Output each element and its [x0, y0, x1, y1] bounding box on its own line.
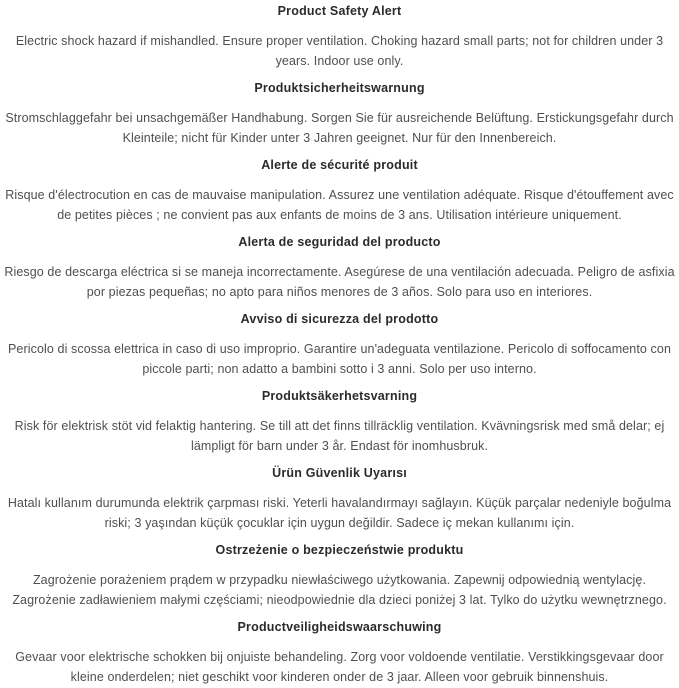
- section-body-text: Risk för elektrisk stöt vid felaktig hantering. Se till att det finns tillräcklig ventilation. Kvävningsrisk med små delar; ej lämpligt för barn under 3 år. Endast för inomhusbruk.: [14, 419, 665, 453]
- safety-section-dutch: [3, 618, 676, 687]
- safety-section-italian: [3, 310, 676, 379]
- section-body-text: Risque d'électrocution en cas de mauvaise manipulation. Assurez une ventilation adéquate. Risque d'étouffement avec de petites pièces ; ne convient pas aux enfants de moins de 3 ans. Utilisation intérieure uniquement.: [5, 188, 674, 222]
- section-heading: Productveiligheidswaarschuwing: [237, 620, 442, 634]
- section-body-text: Pericolo di scossa elettrica in caso di uso improprio. Garantire un'adeguata ventilazione. Pericolo di soffocamento con piccole parti; non adatto a bambini sotto i 3 anni. Solo per uso interno.: [7, 342, 672, 376]
- section-heading: Ostrzeżenie o bezpieczeństwie produktu: [215, 543, 464, 557]
- section-heading: Produktsicherheitswarnung: [254, 81, 425, 95]
- section-heading: Produktsäkerhetsvarning: [261, 389, 418, 403]
- safety-section-german: [3, 79, 676, 148]
- section-body-text: Zagrożenie porażeniem prądem w przypadku niewłaściwego użytkowania. Zapewnij odpowiednią wentylację. Zagrożenie zadławieniem małymi częściami; nieodpowiednie dla dzieci poniżej 3 lat. Tylko do użytku wewnętrznego.: [12, 573, 667, 607]
- safety-sections-list: [3, 2, 676, 687]
- safety-section-english: [3, 2, 676, 71]
- section-heading: Ürün Güvenlik Uyarısı: [272, 466, 407, 480]
- section-heading: Avviso di sicurezza del prodotto: [240, 312, 439, 326]
- section-heading: Alerte de sécurité produit: [261, 158, 418, 172]
- safety-section-spanish: [3, 233, 676, 302]
- section-body-text: Riesgo de descarga eléctrica si se maneja incorrectamente. Asegúrese de una ventilación adecuada. Peligro de asfixia por piezas pequeñas; no apto para niños menores de 3 años. Solo para uso en interiores.: [4, 265, 675, 299]
- safety-section-turkish: [3, 464, 676, 533]
- section-body-text: Electric shock hazard if mishandled. Ensure proper ventilation. Choking hazard small parts; not for children under 3 years. Indoor use only.: [15, 34, 664, 68]
- safety-section-swedish: [3, 387, 676, 456]
- section-body-text: Gevaar voor elektrische schokken bij onjuiste behandeling. Zorg voor voldoende ventilatie. Verstikkingsgevaar door kleine onderdelen; niet geschikt voor kinderen onder de 3 jaar. Alleen voor gebruik binnenshuis.: [15, 650, 664, 684]
- section-body-text: Stromschlaggefahr bei unsachgemäßer Handhabung. Sorgen Sie für ausreichende Belüftung. Erstickungsgefahr durch Kleinteile; nicht für Kinder unter 3 Jahren geeignet. Nur für den Innenbereich.: [5, 111, 674, 145]
- section-body-text: Hatalı kullanım durumunda elektrik çarpması riski. Yeterli havalandırmayı sağlayın. Küçük parçalar nedeniyle boğulma riski; 3 yaşından küçük çocuklar için uygun değildir. Sadece iç mekan kullanımı için.: [7, 496, 672, 530]
- safety-section-french: [3, 156, 676, 225]
- safety-section-polish: [3, 541, 676, 610]
- section-heading: Alerta de seguridad del producto: [238, 235, 441, 249]
- section-heading: Product Safety Alert: [277, 4, 402, 18]
